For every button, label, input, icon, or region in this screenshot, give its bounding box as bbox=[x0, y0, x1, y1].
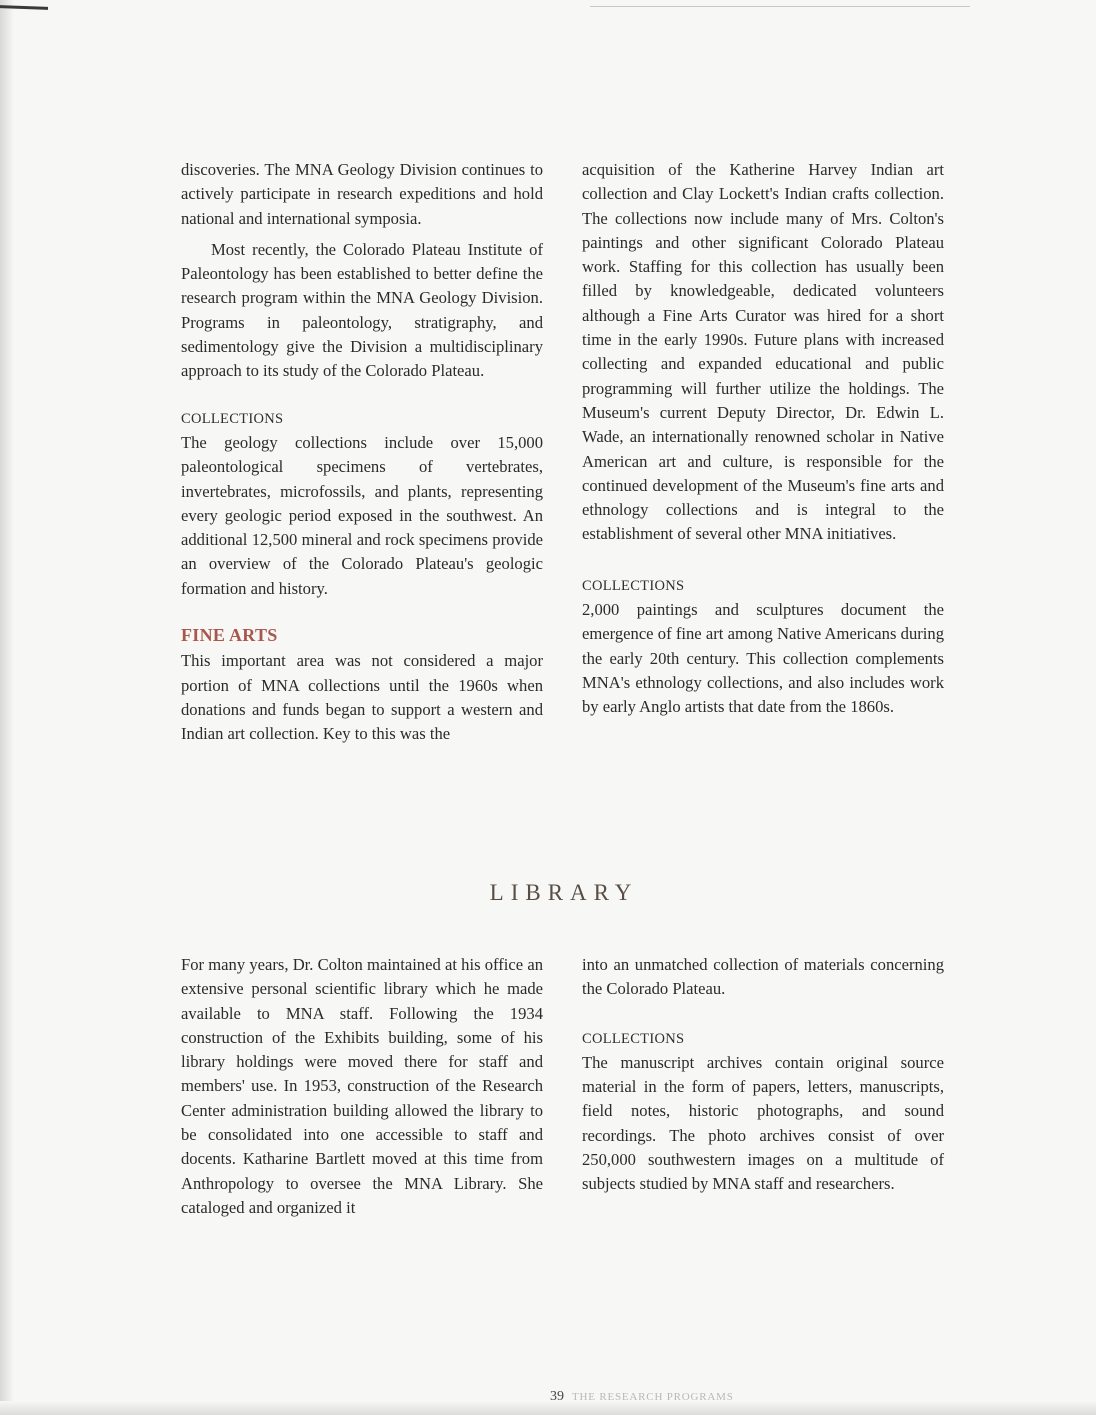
running-title: THE RESEARCH PROGRAMS bbox=[572, 1391, 734, 1403]
geology-collections-text: The geology collections include over 15,000 paleontological specimens of vertebrates, invertebrates, microfossils, and plants, representing every geologic period exposed in the southwest. An additional 12,500 mineral and rock specimens provide an overview of the Colorado Plateau's geologic formation and history. bbox=[181, 432, 543, 598]
fine-arts-paragraph-continued: acquisition of the Katherine Harvey Indian art collection and Clay Lockett's Indian crafts collection. The collections now include many of Mrs. Colton's paintings and other significant Colorado Plateau work. Staffing for this collection has usually been filled by knowledgeable, dedicated volunteers although a Fine Arts Curator was hired for a short time in the early 1990s. Future plans with increased collecting and expanded educational and public programming will further utilize the holdings. The Museum's current Deputy Director, Dr. Edwin L. Wade, an internationally renowned scholar in Native American art and culture, is responsible for the continued development of the Museum's fine arts and ethnology collections and is integral to the establishment of several other MNA initiatives. bbox=[582, 160, 944, 544]
page-bottom-shadow bbox=[0, 1401, 1096, 1415]
fine-arts-heading: FINE ARTS bbox=[181, 625, 278, 646]
geology-collections-heading: COLLECTIONS bbox=[181, 410, 284, 427]
library-collections-heading: COLLECTIONS bbox=[582, 1030, 685, 1047]
geology-paragraph-1: discoveries. The MNA Geology Division continues to actively participate in research expeditions and hold national and international symposia. bbox=[181, 160, 543, 228]
top-rule bbox=[590, 6, 970, 7]
fine-arts-text: This important area was not considered a major portion of MNA collections until the 1960s when donations and funds began to support a western and Indian art collection. Key to this was the bbox=[181, 651, 543, 744]
page-footer bbox=[550, 1389, 734, 1405]
library-section-title: LIBRARY bbox=[489, 880, 639, 905]
page-number: 39 bbox=[550, 1389, 564, 1404]
fine-arts-collections-heading: COLLECTIONS bbox=[582, 577, 685, 594]
lower-right-column bbox=[582, 953, 944, 1197]
upper-left-column bbox=[181, 158, 543, 747]
library-collections-text: The manuscript archives contain original source material in the form of papers, letters, manuscripts, field notes, historic photographs, and sound recordings. The photo archives consist of over 250,000 southwestern images on a multitude of subjects studied by MNA staff and researchers. bbox=[582, 1052, 944, 1194]
fine-arts-collections-text: 2,000 paintings and sculptures document the emergence of fine art among Native Americans during the early 20th century. This collection complements MNA's ethnology collections, and also includes work by early Anglo artists that date from the 1860s. bbox=[582, 600, 944, 717]
geology-paragraph-2: Most recently, the Colorado Plateau Institute of Paleontology has been established to better define the research program within the MNA Geology Division. Programs in paleontology, stratigraphy, and sedimentology give the Division a multidisciplinary approach to its study of the Colorado Plateau. bbox=[181, 239, 543, 381]
upper-right-column bbox=[582, 158, 944, 720]
library-paragraph-1: For many years, Dr. Colton maintained at his office an extensive personal scientific library which he made available to MNA staff. Following the 1934 construction of the Exhibits building, some of his library holdings were moved there for staff and members' use. In 1953, construction of the Research Center administration building allowed the library to be consolidated into one accessible to staff and docents. Katharine Bartlett moved at this time from Anthropology to oversee the MNA Library. She cataloged and organized it bbox=[181, 955, 543, 1217]
page-gutter-shadow bbox=[0, 0, 14, 1415]
lower-left-column bbox=[181, 953, 543, 1220]
library-paragraph-continued: into an unmatched collection of materials concerning the Colorado Plateau. bbox=[582, 955, 944, 999]
